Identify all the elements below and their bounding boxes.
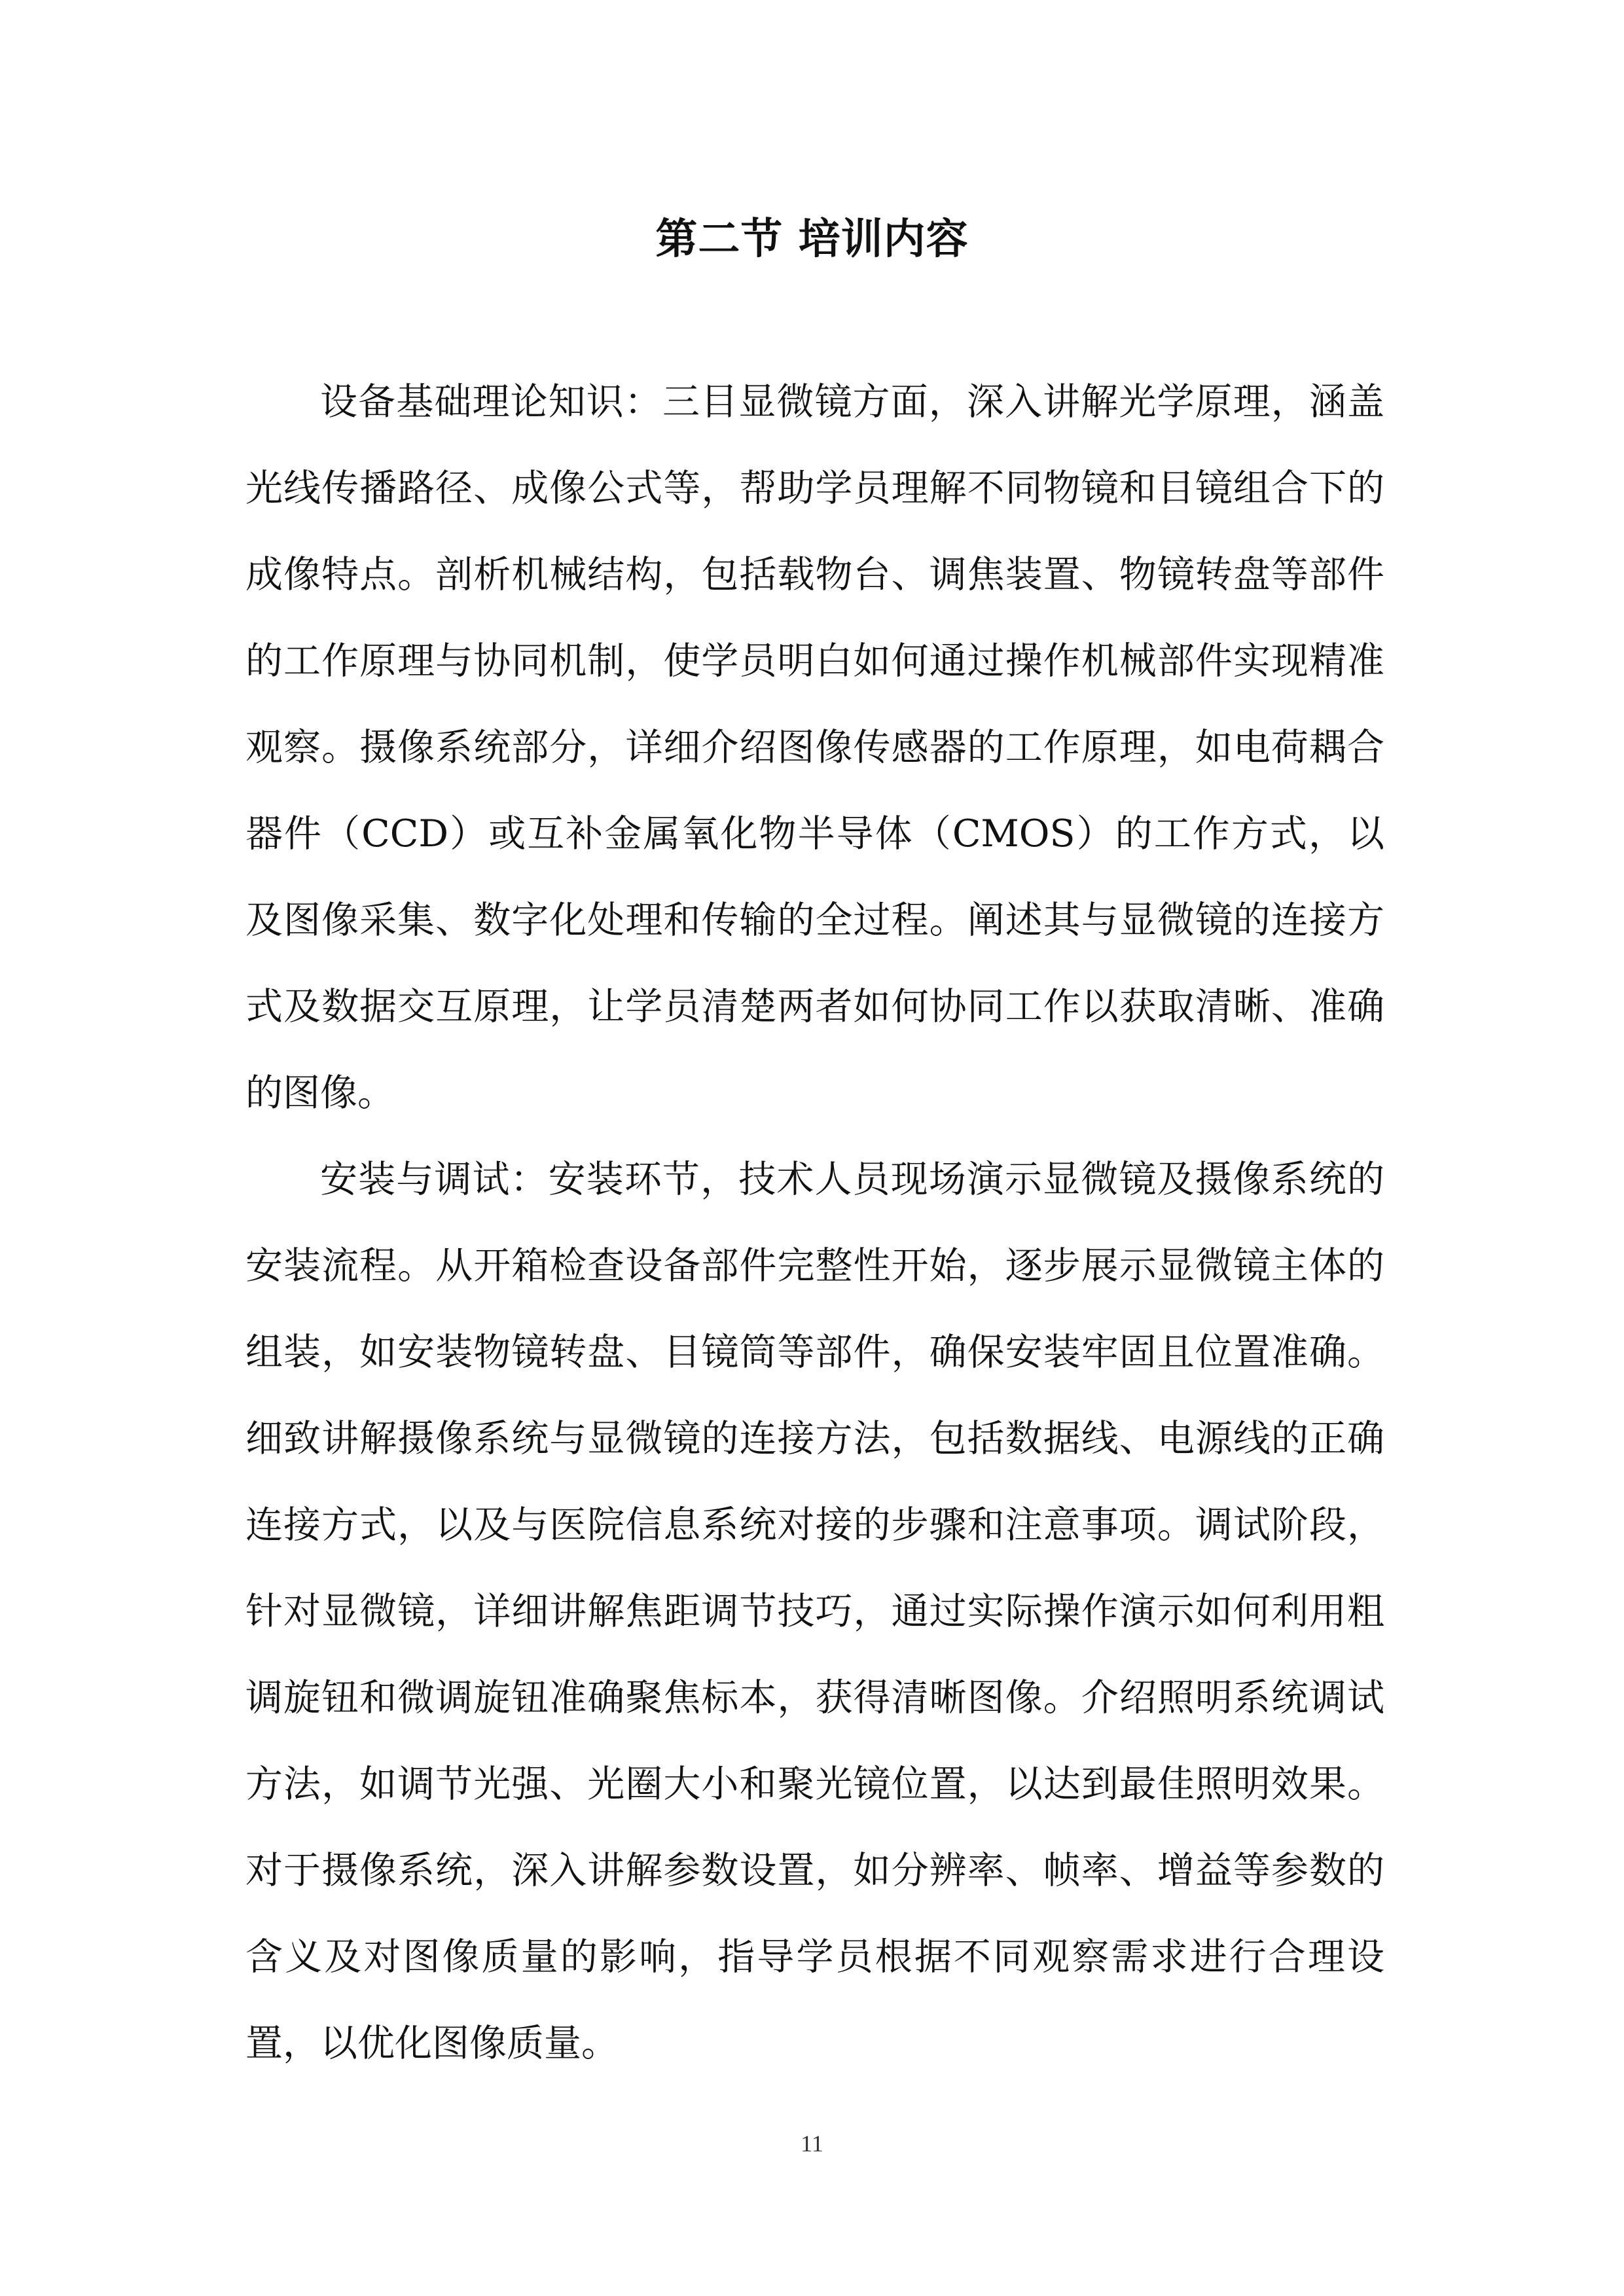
page-number: 11 xyxy=(801,2130,823,2157)
paragraph-installation-debugging: 安装与调试：安装环节，技术人员现场演示显微镜及摄像系统的安装流程。从开箱检查设备部件完整性开始，逐步展示显微镜主体的组装，如安装物镜转盘、目镜筒等部件，确保安装牢固且位置准确。细致讲解摄像系统与显微镜的连接方法，包括数据线、电源线的正确连接方式，以及与医院信息系统对接的步骤和注意事项。调试阶段，针对显微镜，详细讲解焦距调节技巧，通过实际操作演示如何利用粗调旋钮和微调旋钮准确聚焦标本，获得清晰图像。介绍照明系统调试方法，如调节光强、光圈大小和聚光镜位置，以达到最佳照明效果。对于摄像系统，深入讲解参数设置，如分辨率、帧率、增益等参数的含义及对图像质量的影响，指导学员根据不同观察需求进行合理设置，以优化图像质量。 xyxy=(245,1158,1384,2065)
paragraph-equipment-theory: 设备基础理论知识：三目显微镜方面，深入讲解光学原理，涵盖光线传播路径、成像公式等，帮助学员理解不同物镜和目镜组合下的成像特点。剖析机械结构，包括载物台、调焦装置、物镜转盘等部件的工作原理与协同机制，使学员明白如何通过操作机械部件实现精准观察。摄像系统部分，详细介绍图像传感器的工作原理，如电荷耦合器件（CCD）或互补金属氧化物半导体（CMOS）的工作方式，以及图像采集、数字化处理和传输的全过程。阐述其与显微镜的连接方式及数据交互原理，让学员清楚两者如何协同工作以获取清晰、准确的图像。 xyxy=(245,380,1384,1115)
body-text xyxy=(245,359,1384,2087)
section-title: 第二节 培训内容 xyxy=(655,215,969,264)
